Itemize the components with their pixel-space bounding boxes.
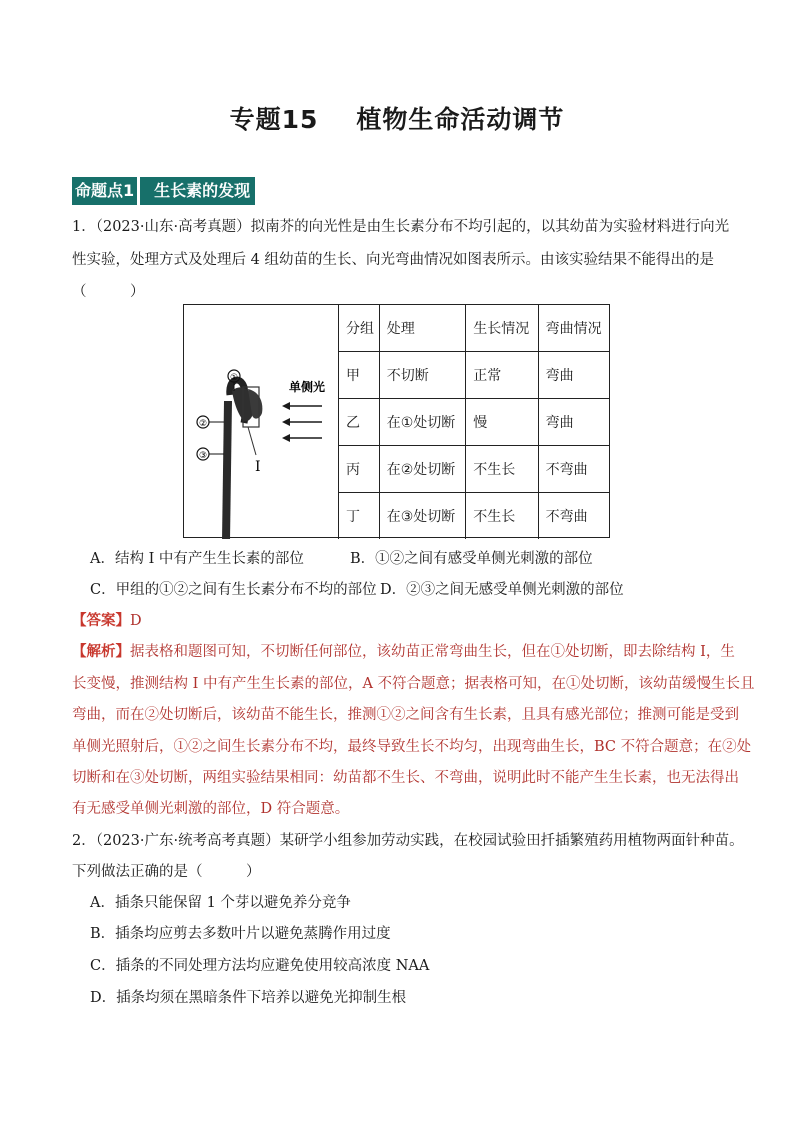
- q1-stem-line-1: 1．（2023·山东·高考真题）拟南芥的向光性是由生长素分布不均引起的，以其幼苗为实验材料进行向光: [72, 219, 730, 235]
- analysis-text: 据表格和题图可知，不切断任何部位，该幼苗正常弯曲生长，但在①处切断，即去除结构 I，生: [130, 644, 735, 660]
- section-title: 生长素的发现: [140, 177, 255, 205]
- table-row: [339, 446, 611, 493]
- structure-label: I: [255, 459, 261, 475]
- q2-option-b: B．插条均应剪去多数叶片以避免蒸腾作用过度: [90, 926, 391, 942]
- light-label: 单侧光: [289, 380, 326, 394]
- table-cell: 丙: [339, 446, 380, 493]
- table-cell: 在③处切断: [379, 493, 466, 540]
- table-cell: 不生长: [466, 446, 538, 493]
- q1-analysis-line-4: 单侧光照射后，①②之间生长素分布不均，最终导致生长不均匀，出现弯曲生长，BC 不符合题意；在②处: [72, 739, 752, 755]
- table-cell: 慢: [466, 399, 538, 446]
- table-header: 生长情况: [466, 305, 538, 352]
- table-header: 处理: [379, 305, 466, 352]
- q1-stem-line-3: （ ）: [72, 284, 145, 300]
- marker-3: ③: [199, 451, 208, 461]
- q1-option-c: C．甲组的①②之间有生长素分布不均的部位: [90, 582, 377, 598]
- q2-option-a: A．插条只能保留 1 个芽以避免养分竞争: [90, 895, 351, 911]
- table-cell: 在①处切断: [379, 399, 466, 446]
- table-cell: 不切断: [379, 352, 466, 399]
- table-cell: 乙: [339, 399, 380, 446]
- table-row: [339, 493, 611, 540]
- table-cell: 正常: [466, 352, 538, 399]
- q1-analysis-line-6: 有无感受单侧光刺激的部位，D 符合题意。: [72, 801, 350, 817]
- topic-number: 专题15: [229, 105, 319, 134]
- table-header-row: [339, 305, 611, 352]
- q2-option-d: D．插条均须在黑暗条件下培养以避免光抑制生根: [90, 990, 407, 1006]
- q1-answer: [72, 609, 142, 630]
- table-cell: 弯曲: [538, 352, 610, 399]
- table-row: [339, 352, 611, 399]
- q1-option-b: B．①②之间有感受单侧光刺激的部位: [350, 551, 593, 567]
- topic-title: 植物生命活动调节: [356, 105, 565, 134]
- q2-option-c: C．插条的不同处理方法均应避免使用较高浓度 NAA: [90, 958, 430, 974]
- q1-analysis-line-5: 切断和在③处切断，两组实验结果相同：幼苗都不生长、不弯曲，说明此时不能产生生长素，也无法得出: [72, 770, 739, 786]
- section-header: [72, 177, 255, 205]
- q1-analysis-line-1: [72, 640, 735, 661]
- table-cell: 不生长: [466, 493, 538, 540]
- marker-1: ①: [230, 373, 239, 383]
- q1-table: [338, 305, 610, 539]
- page-title: [0, 100, 794, 136]
- table-header: 弯曲情况: [538, 305, 610, 352]
- marker-2: ②: [199, 419, 208, 429]
- q1-stem-line-2: 性实验，处理方式及处理后 4 组幼苗的生长、向光弯曲情况如图表所示。由该实验结果不能得出的是: [72, 252, 714, 268]
- q1-analysis-line-2: 长变慢，推测结构 I 中有产生生长素的部位，A 不符合题意；据表格可知，在①处切断，该幼苗缓慢生长且: [72, 676, 755, 692]
- table-cell: 丁: [339, 493, 380, 540]
- table-cell: 不弯曲: [538, 493, 610, 540]
- q2-stem-line-2: 下列做法正确的是（ ）: [72, 864, 261, 880]
- table-cell: 不弯曲: [538, 446, 610, 493]
- table-header: 分组: [339, 305, 380, 352]
- analysis-label: 【解析】: [72, 643, 130, 660]
- section-label: 命题点1: [72, 177, 137, 205]
- seedling-diagram: [184, 305, 338, 539]
- table-cell: 弯曲: [538, 399, 610, 446]
- q1-analysis-line-3: 弯曲，而在②处切断后，该幼苗不能生长，推测①②之间含有生长素，且具有感光部位；推测可能是受到: [72, 707, 739, 723]
- table-cell: 甲: [339, 352, 380, 399]
- q1-figure: [183, 304, 610, 538]
- answer-value: D: [130, 613, 142, 629]
- q2-stem-line-1: 2．（2023·广东·统考高考真题）某研学小组参加劳动实践，在校园试验田扦插繁殖药用植物两面针种苗。: [72, 833, 744, 849]
- q1-option-a: A．结构 I 中有产生生长素的部位: [90, 551, 304, 567]
- q1-option-d: D．②③之间无感受单侧光刺激的部位: [380, 582, 624, 598]
- table-row: [339, 399, 611, 446]
- answer-label: 【答案】: [72, 612, 130, 629]
- table-cell: 在②处切断: [379, 446, 466, 493]
